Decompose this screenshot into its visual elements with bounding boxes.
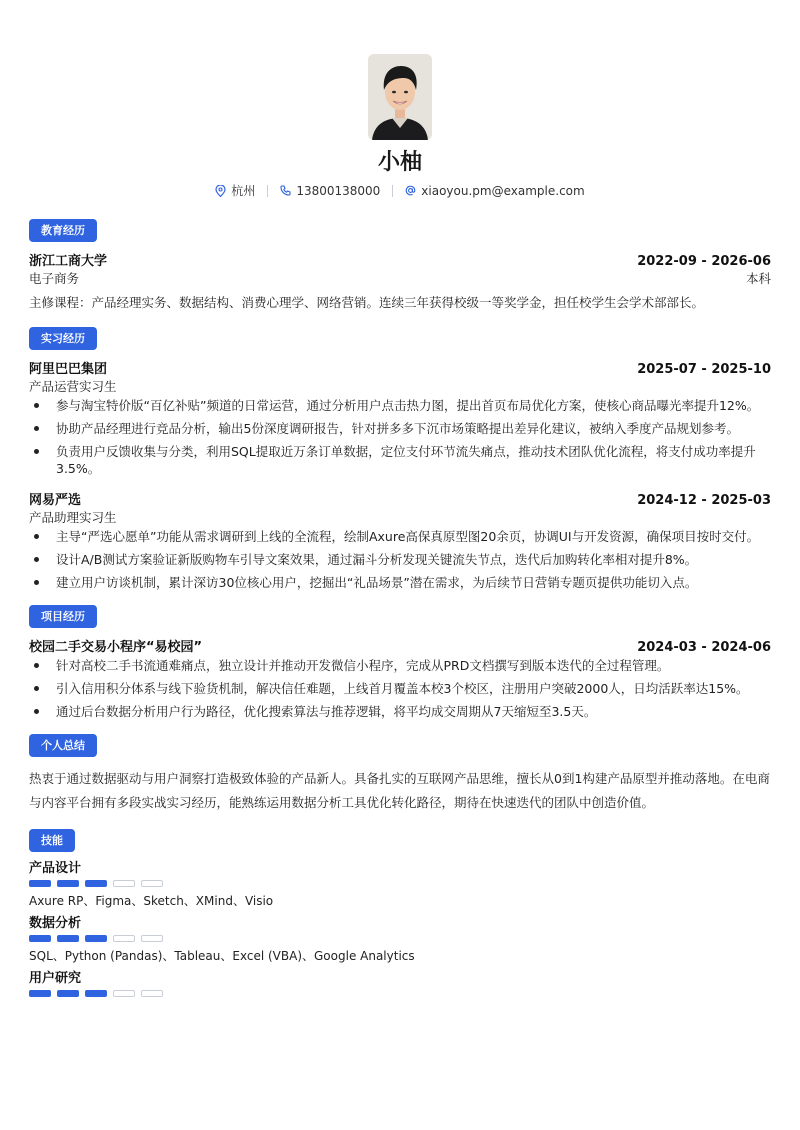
skill-item <box>29 970 771 998</box>
summary-section-title: 个人总结 <box>29 734 97 757</box>
avatar <box>368 54 432 140</box>
candidate-name: 小柚 <box>377 150 422 175</box>
skill-name: 产品设计 <box>29 861 82 876</box>
list-item: 参与淘宝特价版“百亿补贴”频道的日常运营，通过分析用户点击热力图，提出首页布局优化方案，使核心商品曝光率提升12%。 <box>29 397 771 414</box>
internship-section-title: 实习经历 <box>29 327 97 350</box>
skill-level-segment-filled <box>29 880 51 887</box>
project-section <box>29 605 771 720</box>
skill-level-segment-filled <box>29 935 51 942</box>
skill-item <box>29 860 771 909</box>
resume-header <box>29 0 771 199</box>
internship-bullets <box>29 397 771 477</box>
summary-text: 热衷于通过数据驱动与用户洞察打造极致体验的产品新人。具备扎实的互联网产品思维，擅长从0到1构建产品原型并推动落地。在电商与内容平台拥有多段实战实习经历，能熟练运用数据分析工具优化转化路径，期待在快速迭代的团队中创造价值。 <box>29 771 770 810</box>
internship-role: 产品运营实习生 <box>29 379 117 394</box>
skill-level-bar <box>29 935 771 943</box>
location-text: 杭州 <box>231 184 256 198</box>
skills-section <box>29 829 771 998</box>
company-name: 网易严选 <box>29 493 82 508</box>
internship-entry <box>29 358 771 477</box>
skill-tools: SQL、Python (Pandas)、Tableau、Excel (VBA)、Google Analytics <box>29 949 415 963</box>
list-item: 引入信用积分体系与线下验货机制，解决信任难题，上线首月覆盖本校3个校区，注册用户突破2000人，日均活跃率达15%。 <box>29 680 771 697</box>
education-entry <box>29 250 771 313</box>
internship-header-row <box>29 489 771 508</box>
degree: 本科 <box>745 271 771 286</box>
skill-level-segment-empty <box>113 880 135 887</box>
project-bullets <box>29 657 771 720</box>
education-header-row <box>29 250 771 269</box>
skill-item <box>29 915 771 964</box>
skill-level-segment-empty <box>113 935 135 942</box>
internship-section <box>29 327 771 591</box>
skill-level-segment-filled <box>57 990 79 997</box>
skill-level-segment-empty <box>141 880 163 887</box>
project-name: 校园二手交易小程序“易校园” <box>29 640 203 655</box>
major: 电子商务 <box>29 271 80 286</box>
contact-email <box>405 184 584 198</box>
contact-divider <box>267 185 268 197</box>
project-date: 2024-03 - 2024-06 <box>637 640 771 655</box>
internship-header-row <box>29 358 771 377</box>
education-section-title: 教育经历 <box>29 219 97 242</box>
contact-bar <box>29 182 771 199</box>
skill-level-bar <box>29 990 771 998</box>
skill-name: 用户研究 <box>29 971 82 986</box>
education-date: 2022-09 - 2026-06 <box>637 254 771 269</box>
contact-location <box>215 182 255 199</box>
list-item: 建立用户访谈机制，累计深访30位核心用户，挖掘出“礼品场景”潜在需求，为后续节日营销专题页提供功能切入点。 <box>29 574 771 591</box>
education-section <box>29 219 771 313</box>
phone-icon <box>280 185 291 196</box>
skills-section-title: 技能 <box>29 829 75 852</box>
location-pin-icon <box>215 185 226 197</box>
project-entry <box>29 636 771 720</box>
at-sign-icon <box>405 185 416 196</box>
skill-tools: Axure RP、Figma、Sketch、XMind、Visio <box>29 894 274 908</box>
internship-entry <box>29 489 771 591</box>
skill-level-segment-filled <box>57 880 79 887</box>
company-name: 阿里巴巴集团 <box>29 362 108 377</box>
project-header-row <box>29 636 771 655</box>
skill-level-segment-filled <box>29 990 51 997</box>
list-item: 负责用户反馈收集与分类，利用SQL提取近万条订单数据，定位支付环节流失痛点，推动技术团队优化流程，将支付成功率提升3.5%。 <box>29 443 771 477</box>
skill-level-segment-filled <box>85 880 107 887</box>
skill-level-segment-filled <box>85 990 107 997</box>
skill-level-segment-filled <box>57 935 79 942</box>
education-sub-row <box>29 269 771 287</box>
education-description: 主修课程：产品经理实务、数据结构、消费心理学、网络营销。连续三年获得校级一等奖学金，担任校学生会学术部部长。 <box>29 295 705 310</box>
internship-bullets <box>29 528 771 591</box>
list-item: 通过后台数据分析用户行为路径，优化搜索算法与推荐逻辑，将平均成交周期从7天缩短至3.5天。 <box>29 703 771 720</box>
list-item: 协助产品经理进行竞品分析，输出5份深度调研报告，针对拼多多下沉市场策略提出差异化建议，被纳入季度产品规划参考。 <box>29 420 771 437</box>
internship-role: 产品助理实习生 <box>29 510 117 525</box>
list-item: 针对高校二手书流通难痛点，独立设计并推动开发微信小程序，完成从PRD文档撰写到版本迭代的全过程管理。 <box>29 657 771 674</box>
skill-level-segment-filled <box>85 935 107 942</box>
skill-name: 数据分析 <box>29 916 82 931</box>
project-section-title: 项目经历 <box>29 605 97 628</box>
internship-date: 2025-07 - 2025-10 <box>637 362 771 377</box>
internship-date: 2024-12 - 2025-03 <box>637 493 771 508</box>
school-name: 浙江工商大学 <box>29 254 108 269</box>
skill-level-segment-empty <box>141 990 163 997</box>
skill-level-segment-empty <box>141 935 163 942</box>
skill-level-bar <box>29 880 771 888</box>
contact-divider <box>392 185 393 197</box>
email-link[interactable]: xiaoyou.pm@example.com <box>421 183 585 198</box>
phone-text[interactable]: 13800138000 <box>296 183 381 198</box>
contact-phone <box>280 184 380 198</box>
summary-section <box>29 734 771 815</box>
skill-level-segment-empty <box>113 990 135 997</box>
list-item: 设计A/B测试方案验证新版购物车引导文案效果，通过漏斗分析发现关键流失节点，迭代后加购转化率相对提升8%。 <box>29 551 771 568</box>
list-item: 主导“严选心愿单”功能从需求调研到上线的全流程，绘制Axure高保真原型图20余页，协调UI与开发资源，确保项目按时交付。 <box>29 528 771 545</box>
